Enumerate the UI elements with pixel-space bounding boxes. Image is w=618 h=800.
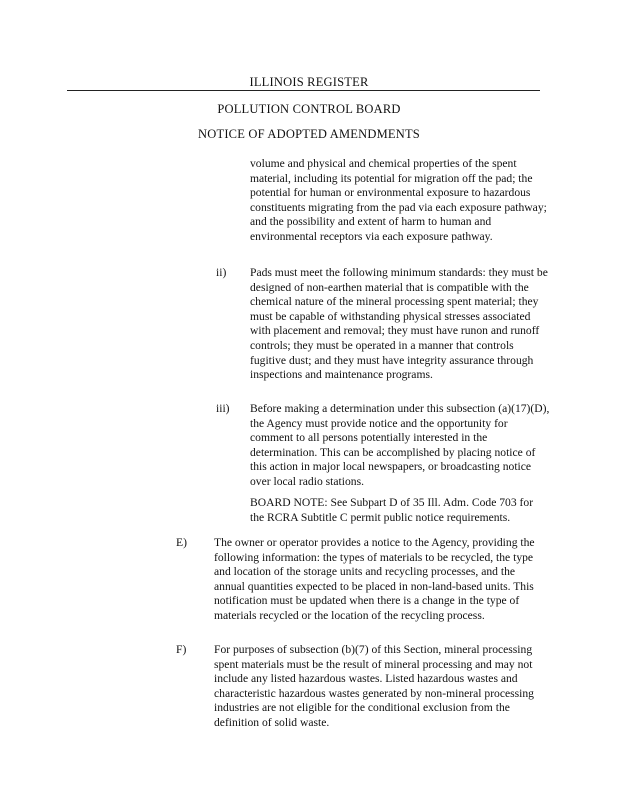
item-ii-paragraph — [250, 266, 550, 383]
item-f-text: For purposes of subsection (b)(7) of this Section, mineral processing spent materials must be the result of mineral processing and may not include any listed hazardous wastes. Listed hazardous wastes and characteristic hazardous wastes generated by non-mineral processing industries are not eligible for the conditional exclusion from the definition of solid waste. — [214, 643, 534, 729]
register-title: ILLINOIS REGISTER — [249, 75, 369, 89]
continuation-paragraph — [250, 157, 550, 245]
header-rule — [67, 90, 540, 91]
item-iii-paragraph — [250, 402, 550, 490]
item-iii-text: Before making a determination under this subsection (a)(17)(D), the Agency must provide notice and the opportunity for comment to all persons potentially interested in the determination. This can be accomplished by placing notice of this action in major local newspapers, or broadcasting notice over local radio stations. — [250, 402, 550, 488]
item-ii-text: Pads must meet the following minimum standards: they must be designed of non-earthen material that is compatible with the chemical nature of the mineral processing spent material; they must be capable of withstanding physical stresses associated with placement and removal; they must have runon and runoff controls; they must be operated in a manner that controls fugitive dust; and they must have integrity assurance through inspections and maintenance programs. — [250, 266, 548, 382]
item-e-paragraph — [214, 536, 544, 624]
item-e-text: The owner or operator provides a notice to the Agency, providing the following information: the types of materials to be recycled, the type and location of the storage units and recycling processes, and the annual quantities expected to be placed in non-land-based units. This notification must be updated when there is a change in the type of materials recycled or the location of the recycling process. — [214, 536, 535, 622]
item-iii-label: iii) — [216, 402, 230, 415]
notice-title: NOTICE OF ADOPTED AMENDMENTS — [198, 127, 420, 141]
continuation-text: volume and physical and chemical properties of the spent material, including its potential for migration off the pad; the potential for human or environmental exposure to hazardous constituents migrating from the pad via each exposure pathway; and the possibility and extent of harm to human and environmental receptors via each exposure pathway. — [250, 157, 547, 243]
board-title: POLLUTION CONTROL BOARD — [217, 102, 401, 116]
item-ii-label: ii) — [216, 266, 227, 279]
board-note — [250, 496, 550, 525]
board-note-text: BOARD NOTE: See Subpart D of 35 Ill. Adm. Code 703 for the RCRA Subtitle C permit public notice requirements. — [250, 496, 534, 524]
item-f-paragraph — [214, 643, 544, 731]
item-e-label: E) — [176, 536, 187, 549]
item-f-label: F) — [176, 643, 187, 656]
